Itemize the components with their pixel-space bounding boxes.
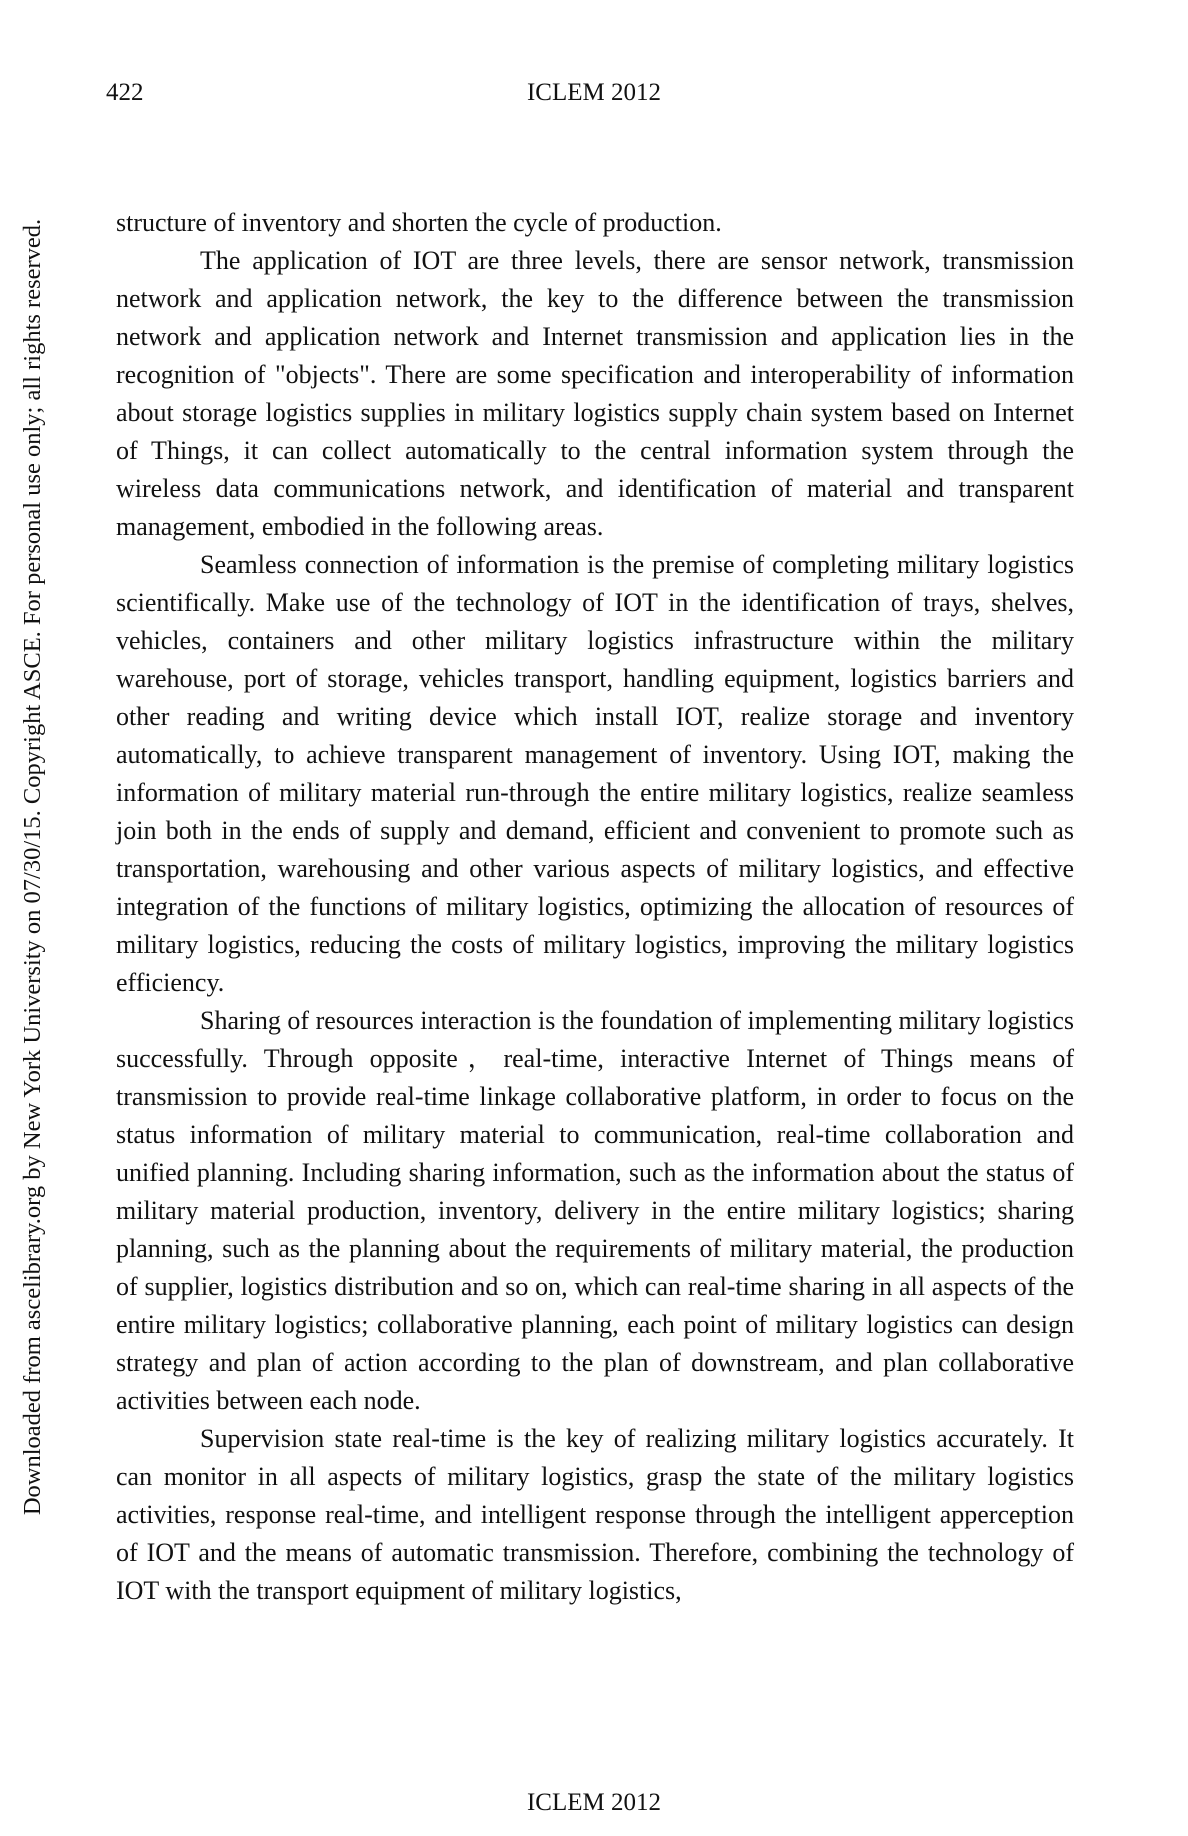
page-number: 422 (106, 79, 144, 106)
running-footer: ICLEM 2012 (526, 1789, 662, 1816)
paragraph-continued: structure of inventory and shorten the cycle of production. (116, 208, 722, 237)
body-text (116, 204, 1074, 1610)
paragraph-sharing-resources: Sharing of resources interaction is the foundation of implementing military logistics successfully. Through opposite，real-time, interactive Internet of Things means of transmission to provide real-time linkage collaborative platform, in order to focus on the status information of military material to communication, real-time collaboration and unified planning. Including sharing information, such as the information about the status of military material production, inventory, delivery in the entire military logistics; sharing planning, such as the planning about the requirements of military material, the production of supplier, logistics distribution and so on, which can real-time sharing in all aspects of the entire military logistics; collaborative planning, each point of military logistics can design strategy and plan of action according to the plan of downstream, and plan collaborative activities between each node. (116, 1006, 1074, 1415)
paragraph-iot-levels: The application of IOT are three levels, there are sensor network, transmission network and application network, the key to the difference between the transmission network and application network and Internet transmission and application lies in the recognition of "objects". There are some specification and interoperability of information about storage logistics supplies in military logistics supply chain system based on Internet of Things, it can collect automatically to the central information system through the wireless data communications network, and identification of material and transparent management, embodied in the following areas. (116, 246, 1074, 541)
running-header: ICLEM 2012 (526, 79, 662, 106)
paragraph-supervision-state: Supervision state real-time is the key of realizing military logistics accurately. It can monitor in all aspects of military logistics, grasp the state of the military logistics activities, response real-time, and intelligent response through the intelligent apperception of IOT and the means of automatic transmission. Therefore, combining the technology of IOT with the transport equipment of military logistics, (116, 1424, 1074, 1605)
paragraph-seamless-connection: Seamless connection of information is the premise of completing military logistics scientifically. Make use of the technology of IOT in the identification of trays, shelves, vehicles, containers and other military logistics infrastructure within the military warehouse, port of storage, vehicles transport, handling equipment, logistics barriers and other reading and writing device which install IOT, realize storage and inventory automatically, to achieve transparent management of inventory. Using IOT, making the information of military material run-through the entire military logistics, realize seamless join both in the ends of supply and demand, efficient and convenient to promote such as transportation, warehousing and other various aspects of military logistics, and effective integration of the functions of military logistics, optimizing the allocation of resources of military logistics, reducing the costs of military logistics, improving the military logistics efficiency. (116, 550, 1074, 997)
download-notice: Downloaded from ascelibrary.org by New York University on 07/30/15. Copyright ASCE. For personal use only; all rights reserved. (19, 218, 46, 1516)
